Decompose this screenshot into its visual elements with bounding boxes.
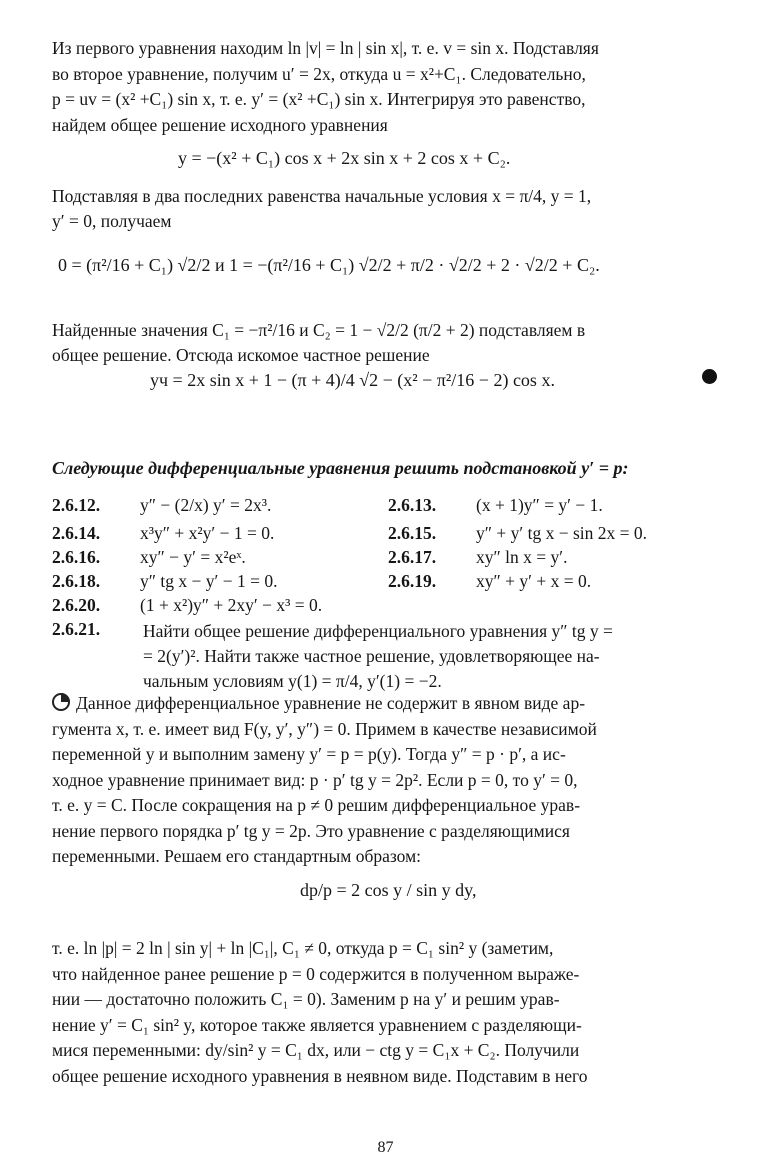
exercise-number: 2.6.13. bbox=[388, 495, 437, 515]
text-line: чальным условиям y(1) = π/4, y′(1) = −2. bbox=[143, 671, 442, 691]
exercise-number: 2.6.15. bbox=[388, 523, 437, 543]
exercise-item bbox=[52, 595, 322, 616]
intro-paragraph bbox=[52, 36, 724, 138]
end-of-solution-mark bbox=[702, 369, 717, 384]
exercise-item bbox=[388, 495, 603, 516]
text-line: что найденное ранее решение p = 0 содержится в полученном выраже- bbox=[52, 963, 580, 984]
exercise-heading: Следующие дифференциальные уравнения решить подстановкой y′ = p: bbox=[52, 458, 629, 478]
exercise-number: 2.6.17. bbox=[388, 547, 437, 567]
text-line: Из первого уравнения находим ln |v| = ln | sin x|, т. е. v = sin x. Подставляя bbox=[52, 38, 599, 58]
exercise-equation: xy″ + y′ + x = 0. bbox=[476, 571, 592, 591]
exercise-item bbox=[388, 571, 591, 592]
constants-paragraph bbox=[52, 318, 724, 368]
text-line: гумента x, т. е. имеет вид F(y, y′, y″) = 0. Примем в качестве независимой bbox=[52, 718, 597, 739]
exercise-equation: x³y″ + x²y′ − 1 = 0. bbox=[140, 523, 275, 543]
text-line: т. е. y = C. После сокращения на p ≠ 0 решим дифференциальное урав- bbox=[52, 795, 581, 815]
text-line: нии — достаточно положить C₁ = 0). Заменим p на y′ и решим урав- bbox=[52, 989, 560, 1009]
separated-variables-formula: dp/p = 2 cos y / sin y dy, bbox=[300, 880, 477, 900]
text-line: переменной y и выполним замену y′ = p = p(y). Тогда y″ = p · p′, а ис- bbox=[52, 744, 566, 764]
page-number: 87 bbox=[377, 1139, 394, 1156]
text-line: Подставляя в два последних равенства начальные условия x = π/4, y = 1, bbox=[52, 186, 592, 206]
exercise-item bbox=[52, 571, 277, 592]
exercise-item bbox=[388, 523, 647, 544]
general-solution-formula: y = −(x² + C₁) cos x + 2x sin x + 2 cos x + C₂. bbox=[178, 148, 511, 168]
exercise-number: 2.6.14. bbox=[52, 523, 101, 543]
solution-paragraph bbox=[52, 691, 724, 870]
problem-statement bbox=[143, 619, 723, 694]
exercise-number: 2.6.19. bbox=[388, 571, 437, 591]
exercise-item bbox=[52, 495, 271, 516]
text-line: переменными. Решаем его стандартным образом: bbox=[52, 846, 422, 866]
exercise-equation: y″ tg x − y′ − 1 = 0. bbox=[140, 571, 278, 591]
text-line: общее решение исходного уравнения в неявном виде. Подставим в него bbox=[52, 1065, 588, 1086]
exercise-equation: y″ + y′ tg x − sin 2x = 0. bbox=[476, 523, 648, 543]
exercise-equation: xy″ − y′ = x²eˣ. bbox=[140, 547, 246, 567]
final-paragraph bbox=[52, 936, 724, 1089]
text-line: мися переменными: dy/sin² y = C₁ dx, или − ctg y = C₁x + C₂. Получили bbox=[52, 1040, 580, 1060]
exercise-equation: y″ − (2/x) y′ = 2x³. bbox=[140, 495, 272, 515]
text-line: Найденные значения C₁ = −π²/16 и C₂ = 1 − √2/2 (π/2 + 2) подставляем в bbox=[52, 320, 586, 340]
exercise-item bbox=[52, 523, 274, 544]
particular-solution-formula: yч = 2x sin x + 1 − (π + 4)/4 √2 − (x² − π²/16 − 2) cos x. bbox=[150, 370, 555, 390]
text-line: нение y′ = C₁ sin² y, которое также является уравнением с разделяющи- bbox=[52, 1014, 582, 1035]
exercise-equation: (1 + x²)y″ + 2xy′ − x³ = 0. bbox=[140, 595, 323, 615]
text-line: общее решение. Отсюда искомое частное решение bbox=[52, 345, 430, 365]
text-line: p = uv = (x² +C₁) sin x, т. е. y′ = (x² +C₁) sin x. Интегрируя это равенство, bbox=[52, 89, 586, 109]
exercise-number: 2.6.12. bbox=[52, 495, 101, 515]
exercise-item bbox=[52, 547, 246, 568]
system-equations-formula: 0 = (π²/16 + C₁) √2/2 и 1 = −(π²/16 + C₁) √2/2 + π/2 · √2/2 + 2 · √2/2 + C₂. bbox=[58, 255, 600, 275]
text-line: т. е. ln |p| = 2 ln | sin y| + ln |C₁|, C₁ ≠ 0, откуда p = C₁ sin² y (заметим, bbox=[52, 938, 554, 958]
exercise-number: 2.6.18. bbox=[52, 571, 101, 591]
text-line: ходное уравнение принимает вид: p · p′ tg y = 2p². Если p = 0, то y′ = 0, bbox=[52, 769, 578, 790]
text-line: y′ = 0, получаем bbox=[52, 211, 172, 231]
text-line: найдем общее решение исходного уравнения bbox=[52, 114, 388, 135]
exercise-equation: (x + 1)y″ = y′ − 1. bbox=[476, 495, 603, 515]
exercise-equation: xy″ ln x = y′. bbox=[476, 547, 568, 567]
text-line: Найти общее решение дифференциального уравнения y″ tg y = bbox=[143, 621, 613, 641]
initial-conditions-paragraph bbox=[52, 184, 724, 234]
text-line: нение первого порядка p′ tg y = 2p. Это уравнение с разделяющимися bbox=[52, 820, 570, 841]
problem-number: 2.6.21. bbox=[52, 619, 101, 639]
solution-start-icon bbox=[52, 693, 70, 711]
exercise-number: 2.6.16. bbox=[52, 547, 101, 567]
text-line: Данное дифференциальное уравнение не содержит в явном виде ар- bbox=[52, 691, 724, 717]
text-line: = 2(y′)². Найти также частное решение, удовлетворяющее на- bbox=[143, 646, 600, 666]
text-line: во второе уравнение, получим u′ = 2x, откуда u = x²+C₁. Следовательно, bbox=[52, 63, 586, 84]
exercise-item bbox=[388, 547, 567, 568]
exercise-number: 2.6.20. bbox=[52, 595, 101, 615]
